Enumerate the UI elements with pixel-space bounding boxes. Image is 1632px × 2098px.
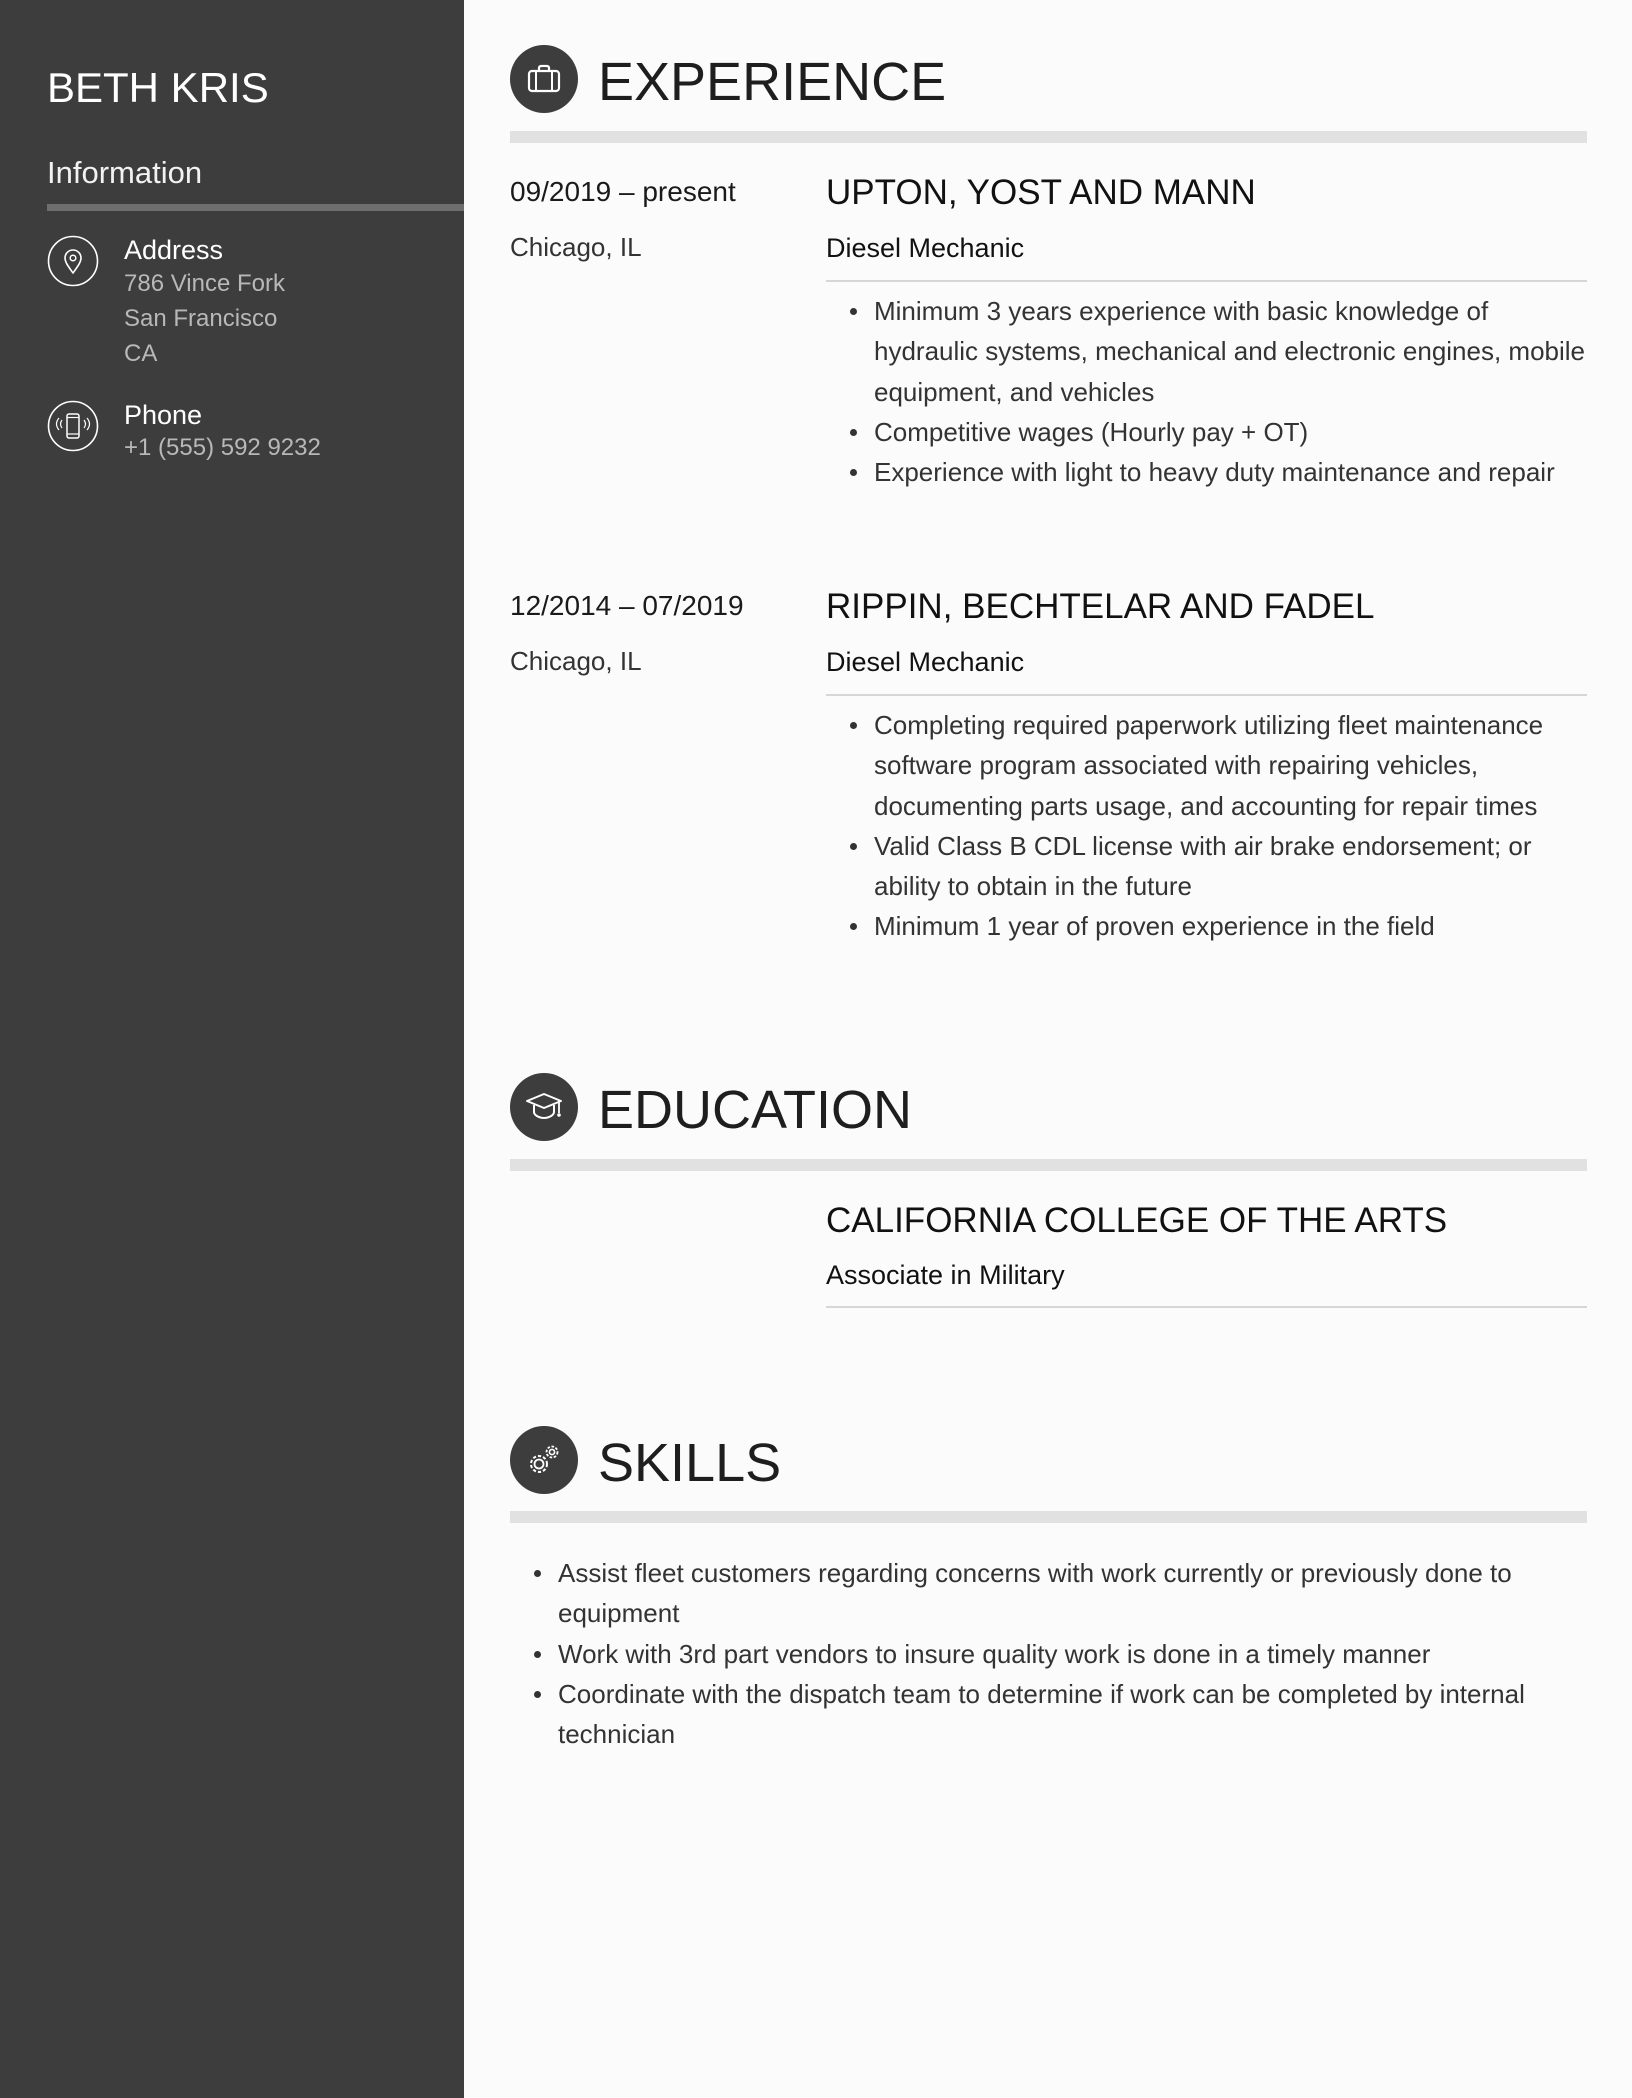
phone-label: Phone [124, 400, 203, 430]
address-line: San Francisco [124, 305, 278, 332]
address-line: CA [124, 340, 158, 367]
address-label: Address [124, 235, 224, 265]
list-item: Experience with light to heavy duty maintenance and repair [826, 452, 1587, 492]
sidebar [0, 0, 464, 2098]
job-responsibilities [826, 291, 1587, 492]
job-responsibilities [826, 705, 1587, 947]
experience-divider [510, 131, 1587, 143]
education-divider [510, 1159, 1587, 1171]
job-company: UPTON, YOST AND MANN [826, 173, 1256, 212]
list-item: Completing required paperwork utilizing fleet maintenance software program associated with repairing vehicles, documenting parts usage, and accounting for repair times [826, 705, 1587, 826]
list-item: Minimum 3 years experience with basic knowledge of hydraulic systems, mechanical and electronic engines, mobile equipment, and vehicles [826, 291, 1587, 412]
experience-heading: EXPERIENCE [598, 52, 947, 112]
job-company: RIPPIN, BECHTELAR AND FADEL [826, 587, 1375, 626]
list-item: Coordinate with the dispatch team to determine if work can be completed by internal technician [510, 1674, 1587, 1755]
skills-divider [510, 1511, 1587, 1523]
list-item: Competitive wages (Hourly pay + OT) [826, 412, 1587, 452]
list-item: Minimum 1 year of proven experience in the field [826, 906, 1587, 946]
skills-list [510, 1553, 1587, 1754]
job-divider [826, 694, 1587, 696]
education-heading: EDUCATION [598, 1080, 913, 1140]
gears-icon [510, 1426, 578, 1494]
job-title: Diesel Mechanic [826, 233, 1025, 263]
skills-heading: SKILLS [598, 1433, 782, 1493]
briefcase-icon [510, 45, 578, 113]
phone-number: +1 (555) 592 9232 [124, 434, 321, 461]
candidate-name: BETH KRIS [47, 64, 269, 111]
job-dates: 09/2019 – present [510, 176, 736, 207]
information-heading: Information [47, 155, 203, 190]
job-divider [826, 280, 1587, 282]
address-line: 786 Vince Fork [124, 270, 285, 297]
list-item: Valid Class B CDL license with air brake endorsement; or ability to obtain in the future [826, 826, 1587, 907]
location-pin-icon [47, 235, 99, 287]
school-name: CALIFORNIA COLLEGE OF THE ARTS [826, 1201, 1448, 1240]
list-item: Assist fleet customers regarding concerns with work currently or previously done to equipment [510, 1553, 1587, 1634]
list-item: Work with 3rd part vendors to insure quality work is done in a timely manner [510, 1634, 1587, 1674]
information-divider [47, 204, 464, 211]
job-dates: 12/2014 – 07/2019 [510, 590, 744, 621]
job-location: Chicago, IL [510, 232, 642, 262]
phone-icon [47, 400, 99, 452]
job-title: Diesel Mechanic [826, 647, 1025, 677]
job-location: Chicago, IL [510, 646, 642, 676]
graduation-cap-icon [510, 1073, 578, 1141]
education-entry-divider [826, 1306, 1587, 1308]
degree: Associate in Military [826, 1260, 1065, 1290]
